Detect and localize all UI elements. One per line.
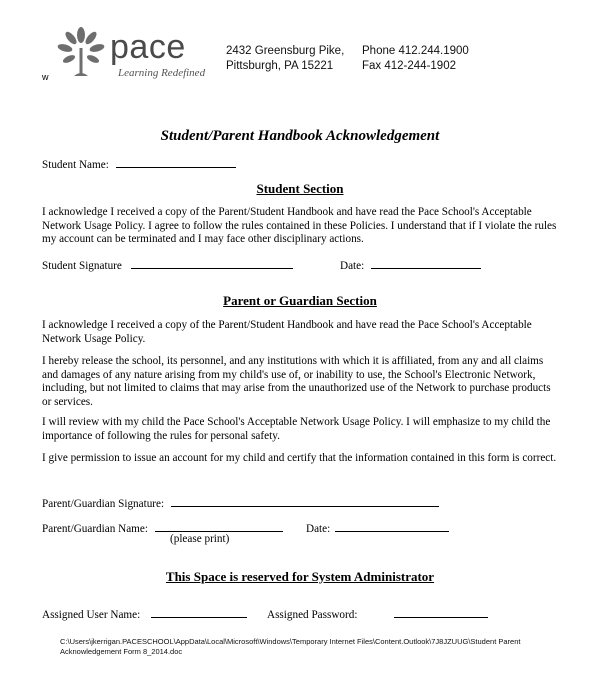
assigned-password-row — [267, 606, 488, 623]
assigned-user-row — [42, 606, 247, 623]
parent-name-label: Parent/Guardian Name: — [42, 523, 148, 535]
student-signature-label: Student Signature — [42, 260, 122, 272]
parent-paragraph-2: I hereby release the school, its personnel, and any institutions with which it is affiliated, from any and all claims and damages of any nature arising from my child's use of, or inability to use, the School's Electronic Network, including, but not limited to claims that may arise from the unauthorized use of the Network to purchase products or services. — [42, 355, 551, 408]
parent-paragraph-1: I acknowledge I received a copy of the Parent/Student Handbook and have read the Pace School's Acceptable Network Usage Policy. — [42, 319, 532, 345]
student-date-field[interactable] — [371, 257, 481, 269]
student-name-label: Student Name: — [42, 159, 109, 171]
tree-leaf-logo-icon — [56, 26, 106, 78]
parent-name-row — [42, 520, 283, 537]
address — [226, 44, 344, 74]
assigned-password-field[interactable] — [394, 606, 488, 618]
parent-paragraph-4: I give permission to issue an account for my child and certify that the information contained in this form is correct. — [42, 452, 557, 464]
parent-date-row — [306, 520, 449, 537]
assigned-user-label: Assigned User Name: — [42, 609, 141, 621]
contact — [362, 44, 469, 74]
parent-paragraph-3: I will review with my child the Pace School's Acceptable Network Usage Policy. I will emphasize to my child the importance of following the rules for personal safety. — [42, 416, 551, 442]
print-note: (please print) — [170, 533, 230, 545]
phone: Phone 412.244.1900 — [362, 45, 469, 57]
student-name-field[interactable] — [116, 156, 236, 168]
parent-signature-label: Parent/Guardian Signature: — [42, 498, 165, 510]
student-signature-field[interactable] — [131, 257, 293, 269]
parent-section-heading: Parent or Guardian Section — [223, 293, 377, 308]
page-title: Student/Parent Handbook Acknowledgement — [160, 128, 440, 144]
parent-signature-field[interactable] — [171, 495, 439, 507]
parent-date-label: Date: — [306, 523, 331, 535]
assigned-user-field[interactable] — [151, 606, 247, 618]
parent-name-field[interactable] — [155, 520, 283, 532]
student-name-row — [42, 156, 236, 173]
address-line-1: 2432 Greensburg Pike, — [226, 45, 345, 57]
student-section-heading: Student Section — [256, 181, 344, 196]
parent-signature-row — [42, 495, 439, 512]
address-line-2: Pittsburgh, PA 15221 — [226, 60, 334, 72]
fax: Fax 412-244-1902 — [362, 60, 456, 72]
student-date-label: Date: — [340, 260, 365, 272]
logo-tagline: Learning Redefined — [118, 67, 206, 79]
student-date-row — [340, 257, 481, 274]
stray-mark: w — [42, 72, 49, 82]
student-section-paragraph: I acknowledge I received a copy of the Parent/Student Handbook and have read the Pace School's Acceptable Network Usage Policy. I agree to follow the rules contained in these Policies. I understand that if I violate the rules my account can be terminated and I may face other disciplinary actions. — [42, 206, 557, 245]
student-signature-row — [42, 257, 293, 274]
logo-wordmark: pace — [110, 28, 186, 66]
parent-date-field[interactable] — [335, 520, 449, 532]
assigned-password-label: Assigned Password: — [267, 609, 358, 621]
footer-file-path: C:\Users\jkerrigan.PACESCHOOL\AppData\Local\Microsoft\Windows\Temporary Internet Files\Content.Outlook\7J8JZUUG\Student Parent Acknowledgement Form 8_2014.doc — [60, 637, 521, 656]
admin-section-heading: This Space is reserved for System Administrator — [165, 569, 435, 584]
